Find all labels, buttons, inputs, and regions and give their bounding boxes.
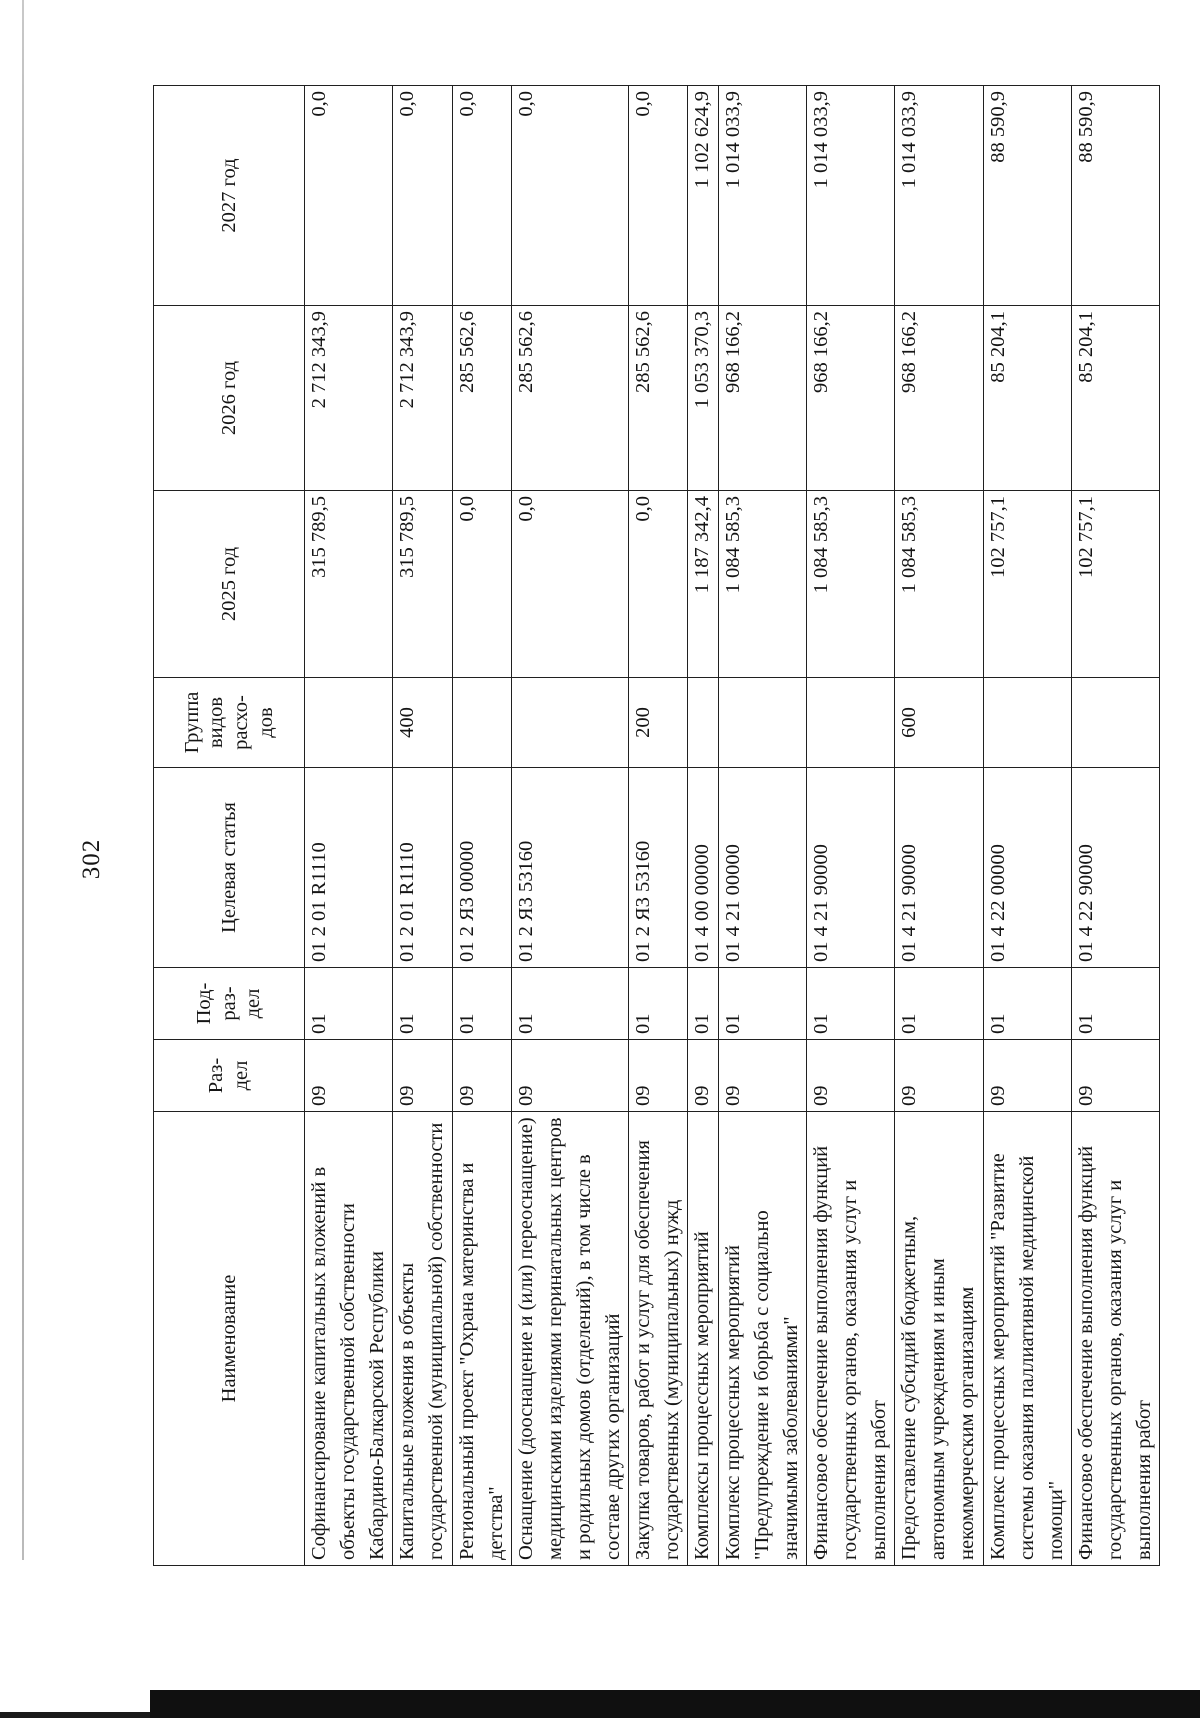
- row-name: Финансовое обеспечение выполнения функций государственных органов, оказания услуг и выполнения работ: [1071, 1112, 1159, 1566]
- row-2026: 2 712 343,9: [305, 306, 393, 491]
- row-2027: 0,0: [511, 86, 628, 306]
- table-row: [688, 86, 718, 1566]
- row-2027: 1 102 624,9: [688, 86, 718, 306]
- row-section: 09: [629, 1040, 688, 1112]
- row-target-article: 01 4 22 90000: [1071, 768, 1159, 968]
- table-row: [393, 86, 452, 1566]
- row-2027: 0,0: [305, 86, 393, 306]
- header-subsection: Под-раз-дел: [154, 968, 305, 1040]
- row-2026: 85 204,1: [1071, 306, 1159, 491]
- row-2025: 1 084 585,3: [806, 491, 894, 678]
- row-2027: 88 590,9: [1071, 86, 1159, 306]
- table-row: [718, 86, 806, 1566]
- header-target-article: Целевая статья: [154, 768, 305, 968]
- row-name: Региональный проект "Охрана материнства и детства": [452, 1112, 511, 1566]
- row-target-article: 01 4 00 00000: [688, 768, 718, 968]
- row-section: 09: [393, 1040, 452, 1112]
- row-2025: 315 789,5: [393, 491, 452, 678]
- row-subsection: 01: [305, 968, 393, 1040]
- header-2025: 2025 год: [154, 491, 305, 678]
- row-target-article: 01 4 21 90000: [806, 768, 894, 968]
- row-expense-group: [688, 678, 718, 768]
- row-expense-group: 200: [629, 678, 688, 768]
- row-2027: 1 014 033,9: [806, 86, 894, 306]
- row-2025: 0,0: [511, 491, 628, 678]
- row-2026: 2 712 343,9: [393, 306, 452, 491]
- row-target-article: 01 4 21 90000: [895, 768, 983, 968]
- row-section: 09: [1071, 1040, 1159, 1112]
- row-section: 09: [718, 1040, 806, 1112]
- row-2025: 1 187 342,4: [688, 491, 718, 678]
- row-name: Комплекс процессных мероприятий "Предупреждение и борьба с социально значимыми заболеваниями": [718, 1112, 806, 1566]
- header-2026: 2026 год: [154, 306, 305, 491]
- table-row: [895, 86, 983, 1566]
- row-section: 09: [983, 1040, 1071, 1112]
- row-subsection: 01: [629, 968, 688, 1040]
- header-expense-group: Группа видов расхо-дов: [154, 678, 305, 768]
- row-name: Капитальные вложения в объекты государственной (муниципальной) собственности: [393, 1112, 452, 1566]
- table-row: [511, 86, 628, 1566]
- row-2026: 968 166,2: [806, 306, 894, 491]
- row-expense-group: [511, 678, 628, 768]
- row-expense-group: [983, 678, 1071, 768]
- row-subsection: 01: [718, 968, 806, 1040]
- row-section: 09: [688, 1040, 718, 1112]
- row-name: Финансовое обеспечение выполнения функций государственных органов, оказания услуг и выполнения работ: [806, 1112, 894, 1566]
- row-expense-group: [305, 678, 393, 768]
- row-2025: 1 084 585,3: [718, 491, 806, 678]
- row-section: 09: [511, 1040, 628, 1112]
- row-target-article: 01 2 Я3 00000: [452, 768, 511, 968]
- row-2025: 0,0: [452, 491, 511, 678]
- row-subsection: 01: [511, 968, 628, 1040]
- page-number: 302: [78, 838, 105, 880]
- row-2027: 88 590,9: [983, 86, 1071, 306]
- row-2026: 85 204,1: [983, 306, 1071, 491]
- table-row: [806, 86, 894, 1566]
- row-subsection: 01: [452, 968, 511, 1040]
- row-name: Оснащение (дооснащение и (или) переоснащение) медицинскими изделиями перинатальных центров и родильных домов (отделений), в том числе в составе других организаций: [511, 1112, 628, 1566]
- row-subsection: 01: [895, 968, 983, 1040]
- row-2025: 315 789,5: [305, 491, 393, 678]
- row-2026: 968 166,2: [895, 306, 983, 491]
- row-name: Комплекс процессных мероприятий "Развитие системы оказания паллиативной медицинской помощи": [983, 1112, 1071, 1566]
- header-name: Наименование: [154, 1112, 305, 1566]
- row-2027: 0,0: [629, 86, 688, 306]
- row-target-article: 01 2 Я3 53160: [629, 768, 688, 968]
- row-section: 09: [806, 1040, 894, 1112]
- row-2025: 102 757,1: [1071, 491, 1159, 678]
- row-expense-group: [718, 678, 806, 768]
- row-2025: 102 757,1: [983, 491, 1071, 678]
- header-2027: 2027 год: [154, 86, 305, 306]
- table-row: [1071, 86, 1159, 1566]
- row-2026: 285 562,6: [629, 306, 688, 491]
- row-name: Предоставление субсидий бюджетным, автономным учреждениям и иным некоммерческим организациям: [895, 1112, 983, 1566]
- row-2027: 0,0: [393, 86, 452, 306]
- row-2026: 1 053 370,3: [688, 306, 718, 491]
- row-subsection: 01: [393, 968, 452, 1040]
- table-row: [305, 86, 393, 1566]
- row-expense-group: 400: [393, 678, 452, 768]
- row-subsection: 01: [806, 968, 894, 1040]
- row-target-article: 01 2 01 R1110: [393, 768, 452, 968]
- row-2027: 1 014 033,9: [718, 86, 806, 306]
- row-2025: 0,0: [629, 491, 688, 678]
- row-expense-group: 600: [895, 678, 983, 768]
- row-2027: 1 014 033,9: [895, 86, 983, 306]
- row-subsection: 01: [688, 968, 718, 1040]
- row-expense-group: [806, 678, 894, 768]
- row-name: Комплексы процессных мероприятий: [688, 1112, 718, 1566]
- row-2026: 285 562,6: [511, 306, 628, 491]
- row-expense-group: [1071, 678, 1159, 768]
- row-2025: 1 084 585,3: [895, 491, 983, 678]
- row-target-article: 01 4 22 00000: [983, 768, 1071, 968]
- row-expense-group: [452, 678, 511, 768]
- row-2027: 0,0: [452, 86, 511, 306]
- row-name: Софинансирование капитальных вложений в объекты государственной собственности Кабардино-Балкарской Республики: [305, 1112, 393, 1566]
- row-target-article: 01 2 Я3 53160: [511, 768, 628, 968]
- row-subsection: 01: [1071, 968, 1159, 1040]
- row-target-article: 01 2 01 R1110: [305, 768, 393, 968]
- row-2026: 968 166,2: [718, 306, 806, 491]
- table-row: [452, 86, 511, 1566]
- budget-table: [153, 85, 1160, 1566]
- table-row: [629, 86, 688, 1566]
- row-target-article: 01 4 21 00000: [718, 768, 806, 968]
- header-section: Раз-дел: [154, 1040, 305, 1112]
- header-row: [154, 86, 305, 1566]
- row-section: 09: [452, 1040, 511, 1112]
- table-row: [983, 86, 1071, 1566]
- row-section: 09: [895, 1040, 983, 1112]
- row-2026: 285 562,6: [452, 306, 511, 491]
- row-section: 09: [305, 1040, 393, 1112]
- row-subsection: 01: [983, 968, 1071, 1040]
- row-name: Закупка товаров, работ и услуг для обеспечения государственных (муниципальных) нужд: [629, 1112, 688, 1566]
